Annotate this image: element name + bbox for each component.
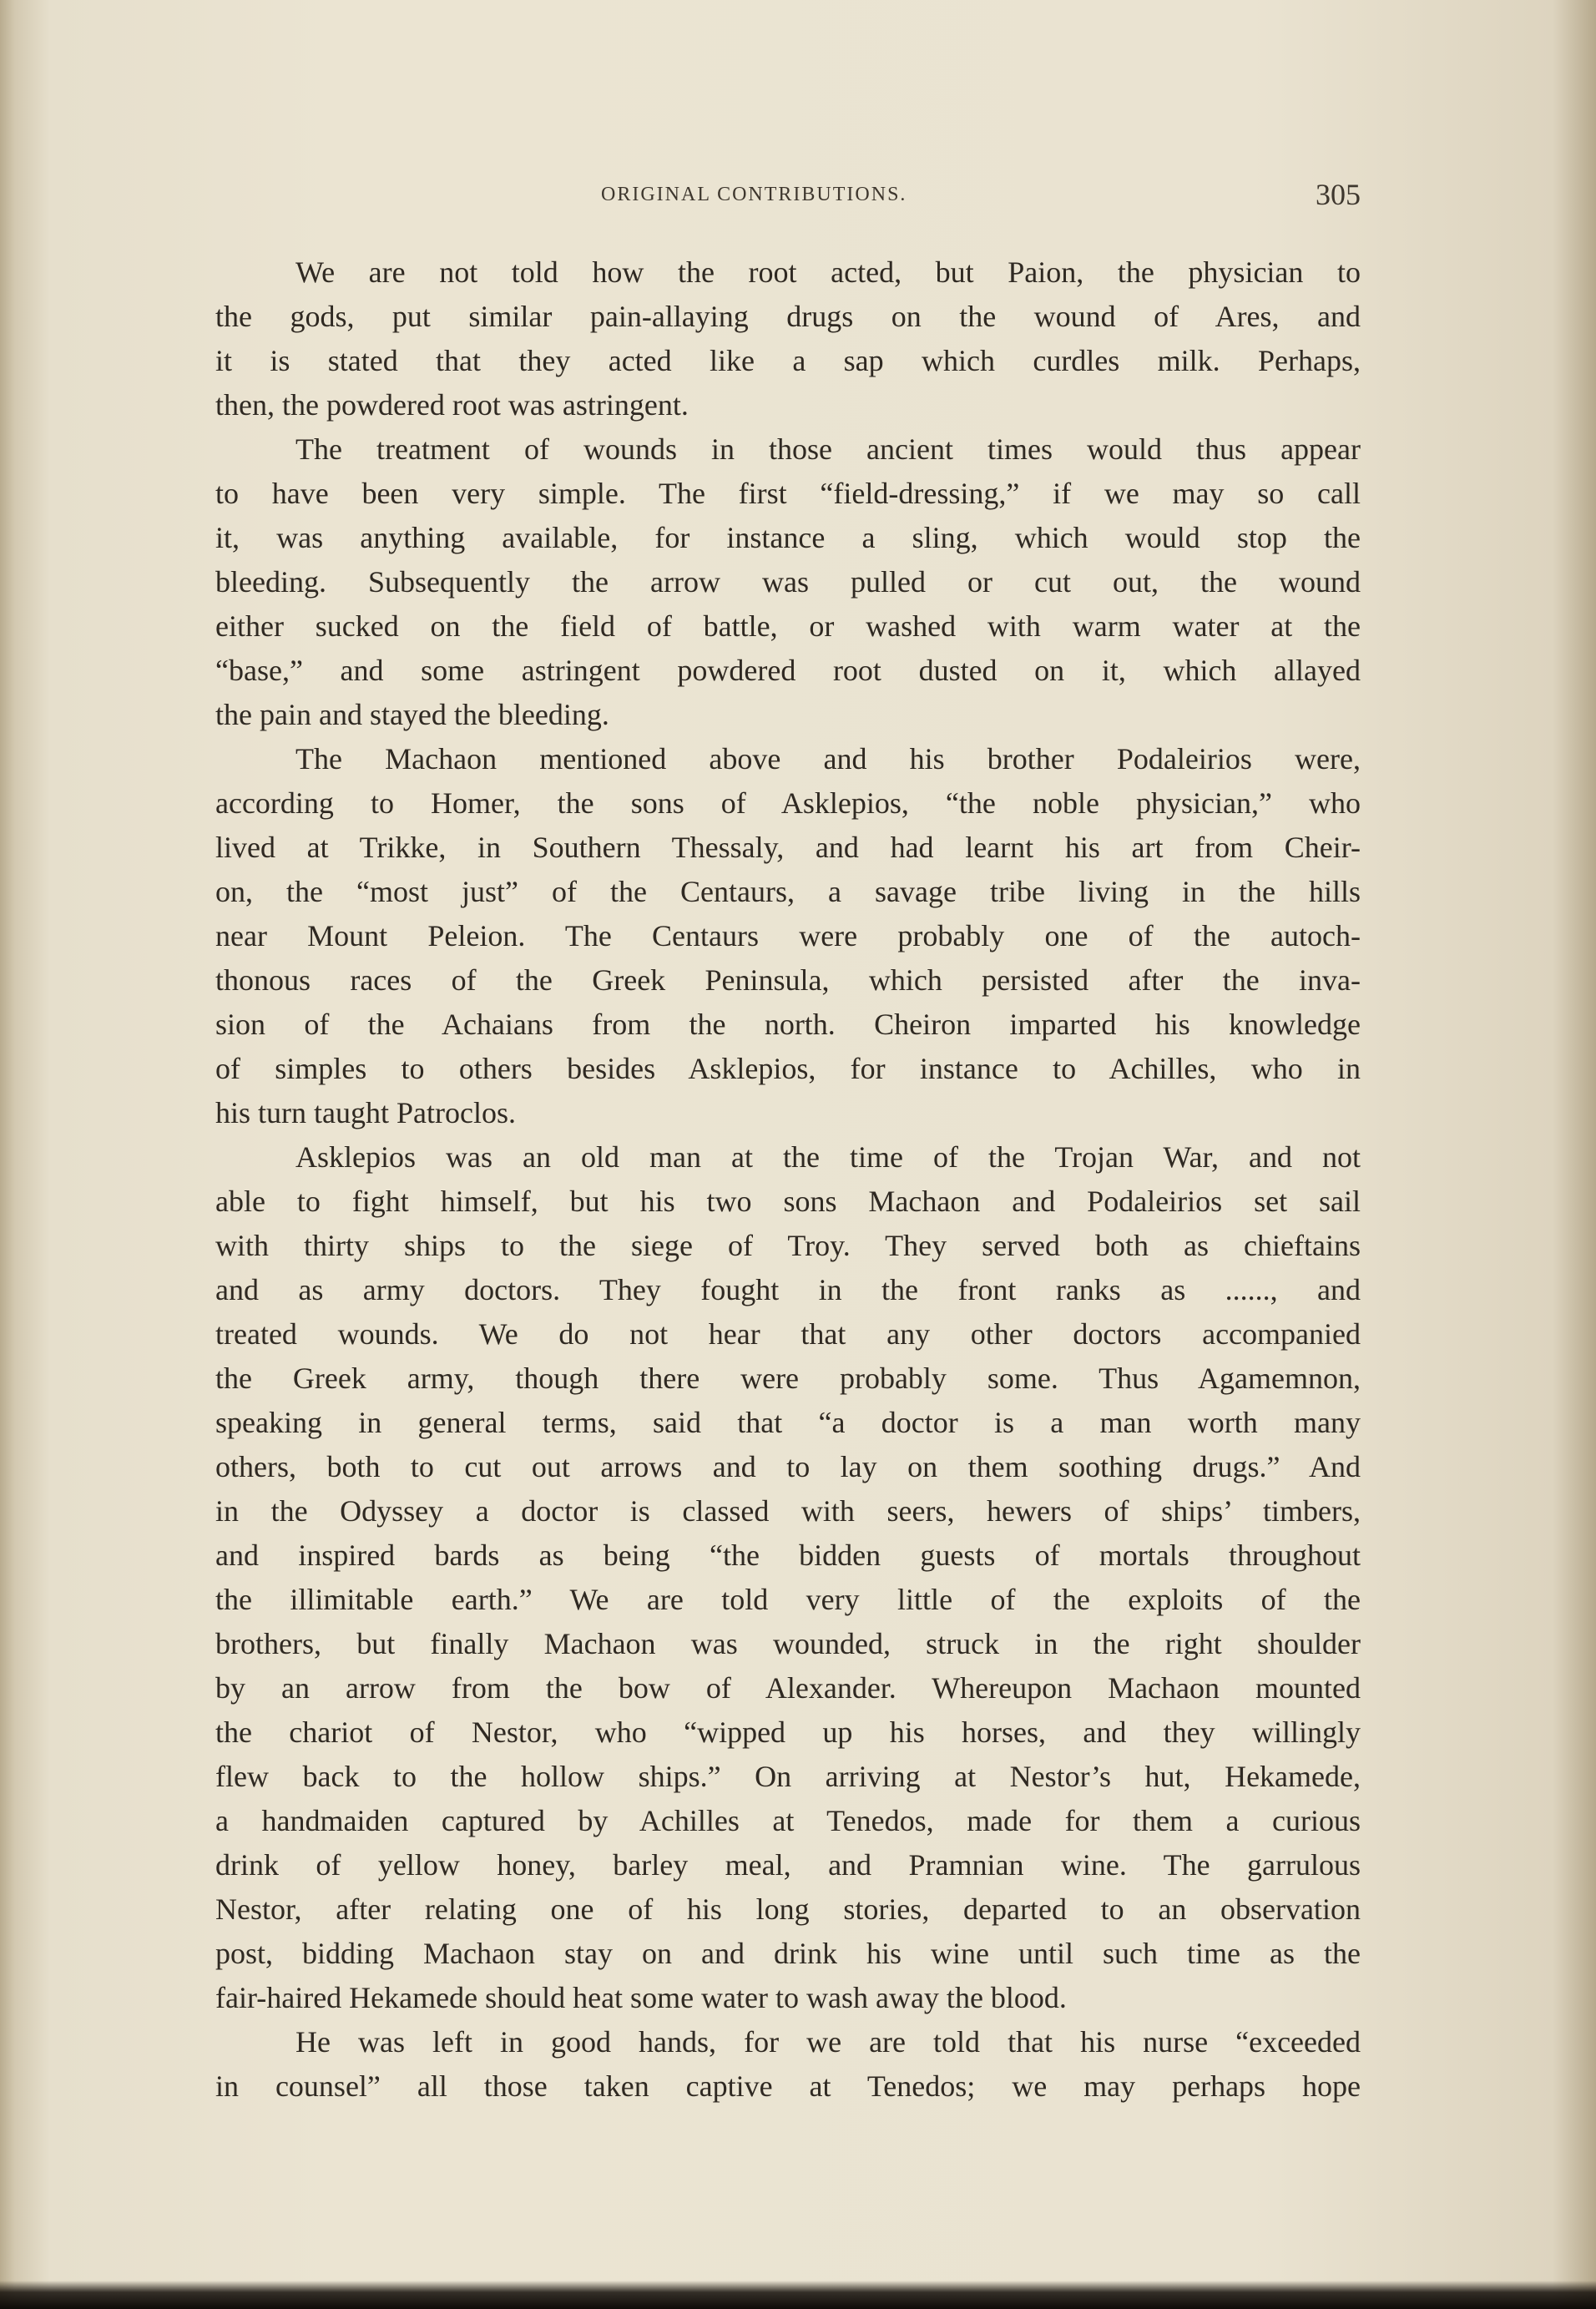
text-line: the gods, put similar pain-allaying drugs on the wound of Ares, and	[215, 300, 1361, 333]
text-line: the illimitable earth.” We are told very little of the exploits of the	[215, 1583, 1361, 1616]
text-line: lived at Trikke, in Southern Thessaly, and had learnt his art from Cheir-	[215, 831, 1361, 864]
text-line: able to fight himself, but his two sons Machaon and Podaleirios set sail	[215, 1185, 1361, 1218]
text-line: drink of yellow honey, barley meal, and Pramnian wine. The garrulous	[215, 1848, 1361, 1882]
page-number: 305	[1316, 178, 1361, 211]
text-line: Asklepios was an old man at the time of the Trojan War, and not	[295, 1140, 1361, 1174]
body-text	[215, 250, 1361, 2109]
text-line: and as army doctors. They fought in the front ranks as ......, and	[215, 1273, 1361, 1306]
text-line: others, both to cut out arrows and to lay on them soothing drugs.” And	[215, 1450, 1361, 1483]
text-line: thonous races of the Greek Peninsula, which persisted after the inva-	[215, 963, 1361, 997]
text-line: The treatment of wounds in those ancient times would thus appear	[295, 432, 1361, 466]
text-line: according to Homer, the sons of Asklepios, “the noble physician,” who	[215, 786, 1361, 820]
text-line: treated wounds. We do not hear that any other doctors accompanied	[215, 1317, 1361, 1351]
text-line: of simples to others besides Asklepios, for instance to Achilles, who in	[215, 1052, 1361, 1085]
text-line: by an arrow from the bow of Alexander. Whereupon Machaon mounted	[215, 1671, 1361, 1705]
running-head: ORIGINAL CONTRIBUTIONS.	[601, 184, 907, 205]
text-line: on, the “most just” of the Centaurs, a savage tribe living in the hills	[215, 875, 1361, 908]
text-line: post, bidding Machaon stay on and drink his wine until such time as the	[215, 1937, 1361, 1970]
text-line: brothers, but finally Machaon was wounded, struck in the right shoulder	[215, 1627, 1361, 1660]
page-header	[584, 177, 1361, 224]
text-line: Nestor, after relating one of his long stories, departed to an observation	[215, 1892, 1361, 1926]
text-line: the pain and stayed the bleeding.	[215, 698, 609, 731]
text-line: near Mount Peleion. The Centaurs were probably one of the autoch-	[215, 919, 1361, 952]
text-line: then, the powdered root was astringent.	[215, 388, 689, 422]
text-line: We are not told how the root acted, but Paion, the physician to	[295, 255, 1361, 289]
text-line: and inspired bards as being “the bidden guests of mortals throughout	[215, 1538, 1361, 1572]
text-line: either sucked on the field of battle, or washed with warm water at the	[215, 609, 1361, 643]
text-line: the chariot of Nestor, who “wipped up his horses, and they willingly	[215, 1715, 1361, 1749]
text-line: a handmaiden captured by Achilles at Tenedos, made for them a curious	[215, 1804, 1361, 1837]
page-edge-shadow	[0, 2281, 1596, 2309]
text-line: flew back to the hollow ships.” On arriving at Nestor’s hut, Hekamede,	[215, 1760, 1361, 1793]
text-line: to have been very simple. The first “field-dressing,” if we may so call	[215, 477, 1361, 510]
text-line: in counsel” all those taken captive at Tenedos; we may perhaps hope	[215, 2069, 1361, 2103]
text-line: fair-haired Hekamede should heat some water to wash away the blood.	[215, 1981, 1067, 2014]
text-line: the Greek army, though there were probably some. Thus Agamemnon,	[215, 1362, 1361, 1395]
text-line: speaking in general terms, said that “a doctor is a man worth many	[215, 1406, 1361, 1439]
text-line: in the Odyssey a doctor is classed with seers, hewers of ships’ timbers,	[215, 1494, 1361, 1528]
text-line: sion of the Achaians from the north. Cheiron imparted his knowledge	[215, 1008, 1361, 1041]
text-line: The Machaon mentioned above and his brother Podaleirios were,	[295, 742, 1361, 776]
text-line: his turn taught Patroclos.	[215, 1096, 516, 1129]
text-line: “base,” and some astringent powdered root dusted on it, which allayed	[215, 654, 1361, 687]
text-line: with thirty ships to the siege of Troy. They served both as chieftains	[215, 1229, 1361, 1262]
text-line: it, was anything available, for instance a sling, which would stop the	[215, 521, 1361, 554]
text-line: He was left in good hands, for we are told that his nurse “exceeded	[295, 2025, 1361, 2059]
text-line: bleeding. Subsequently the arrow was pulled or cut out, the wound	[215, 565, 1361, 599]
text-line: it is stated that they acted like a sap which curdles milk. Perhaps,	[215, 344, 1361, 377]
